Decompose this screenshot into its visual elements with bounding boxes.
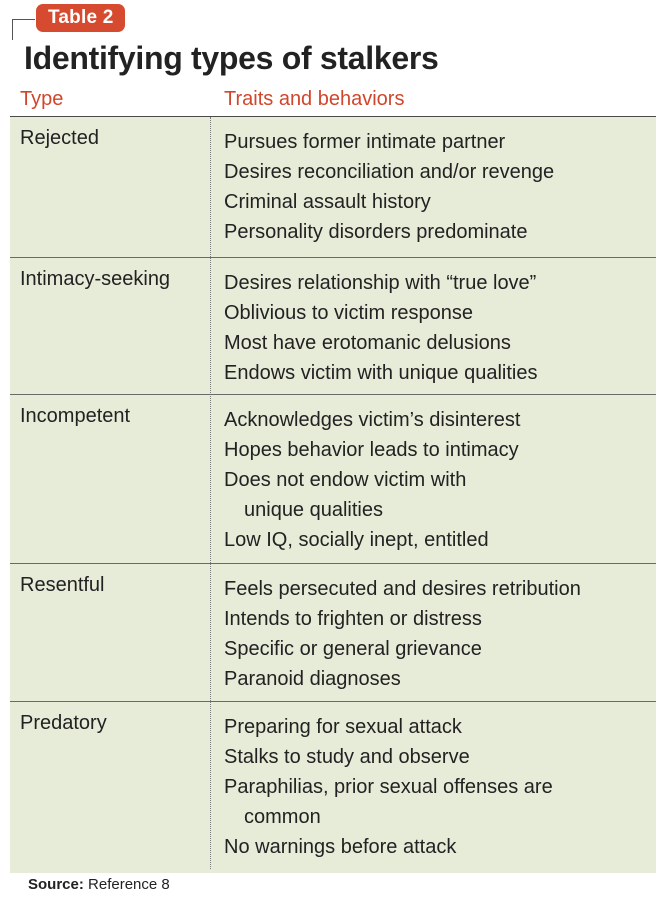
source-text: Reference 8 [88,876,170,893]
table-row-rejected [10,117,656,258]
traits-list [224,127,648,247]
table-badge: Table 2 [36,4,125,32]
trait-item: Paranoid diagnoses [224,668,401,690]
traits-list [224,405,648,555]
type-cell: Incompetent [20,405,131,427]
type-cell: Resentful [20,574,105,596]
trait-item: Specific or general grievance [224,638,482,660]
trait-item: Pursues former intimate partner [224,131,506,153]
type-cell: Rejected [20,127,99,149]
table-row-intimacy-seeking [10,258,656,395]
trait-item: Criminal assault history [224,191,431,213]
traits-list [224,712,648,862]
page-title: Identifying types of stalkers [24,40,439,76]
table-row-incompetent [10,395,656,564]
type-cell: Intimacy-seeking [20,268,171,290]
trait-item: Acknowledges victim’s disinterest [224,409,521,431]
trait-item: Low IQ, socially inept, entitled [224,529,489,551]
trait-item: Desires reconciliation and/or revenge [224,161,555,183]
table-row-resentful [10,564,656,702]
trait-item: Does not endow victim with [224,469,467,491]
column-header-type: Type [20,88,64,110]
trait-item-continued: common [244,806,321,828]
trait-item: Oblivious to victim response [224,302,473,324]
source-label: Source: [28,876,84,893]
column-header-traits: Traits and behaviors [224,88,405,110]
table-row-predatory [10,702,656,872]
trait-item: Preparing for sexual attack [224,716,462,738]
trait-item: Stalks to study and observe [224,746,470,768]
trait-item: Personality disorders predominate [224,221,528,243]
trait-item: No warnings before attack [224,836,457,858]
trait-item: Paraphilias, prior sexual offenses are [224,776,553,798]
trait-item: Endows victim with unique qualities [224,362,538,384]
trait-item: Feels persecuted and desires retribution [224,578,581,600]
trait-item: Intends to frighten or distress [224,608,482,630]
title-bracket [12,19,35,40]
trait-item: Hopes behavior leads to intimacy [224,439,519,461]
stalker-types-table [10,116,656,873]
source-note [28,876,170,893]
trait-item-continued: unique qualities [244,499,383,521]
type-cell: Predatory [20,712,107,734]
traits-list [224,268,648,388]
trait-item: Most have erotomanic delusions [224,332,511,354]
trait-item: Desires relationship with “true love” [224,272,537,294]
traits-list [224,574,648,694]
